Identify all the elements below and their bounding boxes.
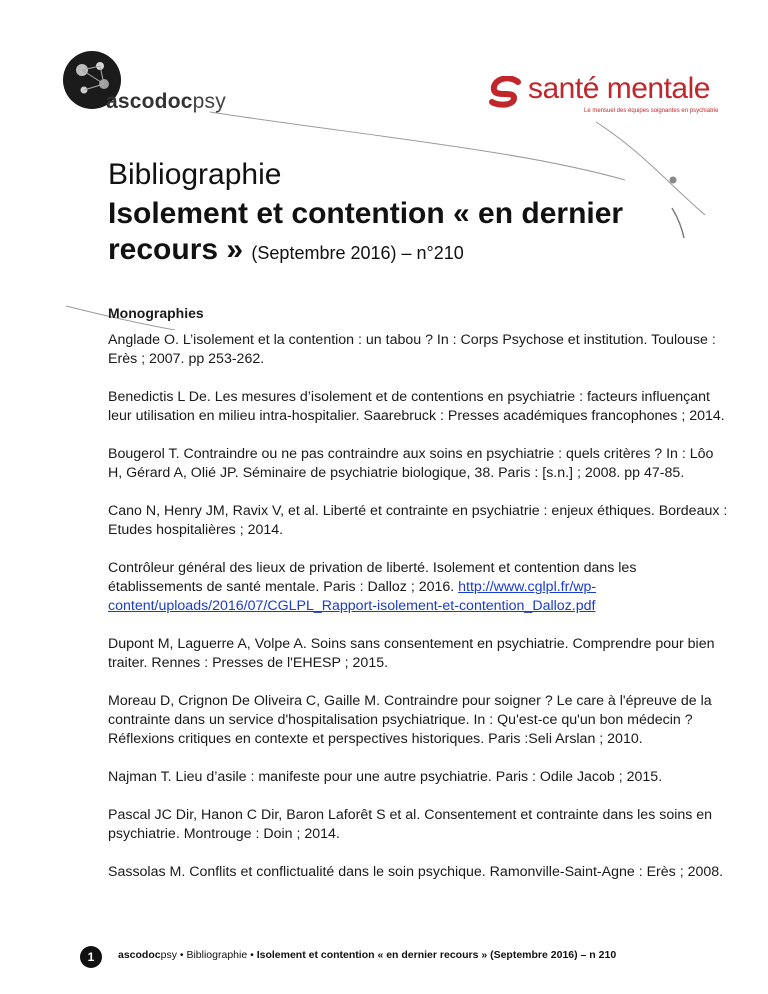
reference-text: Contrôleur général des lieux de privation de liberté. Isolement et contention dans les établissements de santé mentale. Paris : Dalloz ; 2016. [108,560,637,595]
footer-brand-light: psy [160,949,177,961]
footer-text [118,949,616,961]
reference-item [108,768,728,787]
reference-text: Cano N, Henry JM, Ravix V, et al. Liberté et contrainte en psychiatrie : enjeux éthiques. Bordeaux : Etudes hospitalières ; 2014. [108,503,728,538]
reference-text: Anglade O. L’isolement et la contention : un tabou ? In : Corps Psychose et institution. Toulouse : Erès ; 2007. pp 253-262. [108,332,716,367]
reference-text: Bougerol T. Contraindre ou ne pas contraindre aux soins en psychiatrie : quels critères ? In : Lôo H, Gérard A, Olié JP. Séminaire de psychiatrie biologique, 38. Paris : [s.n.] ; 2008. pp 47-85. [108,446,714,481]
reference-text: Sassolas M. Conflits et conflictualité dans le soin psychique. Ramonville-Saint-Agne : Erès ; 2008. [108,864,724,880]
reference-text: Najman T. Lieu d’asile : manifeste pour une autre psychiatrie. Paris : Odile Jacob ; 2015. [108,769,663,785]
reference-item [108,331,728,369]
reference-link[interactable]: http://www.cglpl.fr/wp-content/uploads/2016/07/CGLPL_Rapport-isolement-et-contention_Dalloz.pdf [108,579,597,614]
reference-list [108,331,728,901]
doc-main-title-line1: Isolement et contention « en dernier [108,197,624,230]
footer-doc-type: Bibliographie [186,949,248,961]
santementale-wordmark: santé mentale [528,72,710,105]
reference-text: Benedictis L De. Les mesures d’isolement et de contentions en psychiatrie : facteurs influençant leur utilisation en milieu intra-hospitalier. Saarebruck : Presses académiques francophones ; 2014. [108,389,725,424]
reference-item [108,502,728,540]
reference-text: Pascal JC Dir, Hanon C Dir, Baron Laforêt S et al. Consentement et contrainte dans les soins en psychiatrie. Montrouge : Doin ; 2014. [108,807,713,842]
footer-separator: • [176,949,187,961]
title-date-number: (Septembre 2016) – n°210 [251,243,464,263]
reference-item [108,806,728,844]
doc-main-title-line2 [108,232,464,271]
santementale-tagline: Le mensuel des équipes soignantes en psychiatrie [584,108,719,114]
reference-item [108,559,728,616]
footer-doc-title: Isolement et contention « en dernier recours » (Septembre 2016) – n 210 [256,949,617,961]
santementale-logo-icon [488,76,524,110]
reference-item [108,635,728,673]
title-line3-bold: recours » [108,233,244,266]
reference-item [108,863,728,882]
reference-item [108,692,728,749]
page-number-badge: 1 [80,946,102,968]
reference-item [108,445,728,483]
section-heading: Monographies [108,305,204,321]
doc-type-title: Bibliographie [108,158,282,191]
reference-text: Dupont M, Laguerre A, Volpe A. Soins sans consentement en psychiatrie. Comprendre pour bien traiter. Rennes : Presses de l'EHESP ; 2015. [108,636,715,671]
reference-item [108,388,728,426]
footer-separator: • [247,949,257,961]
footer-brand-bold: ascodoc [118,949,161,961]
reference-text: Moreau D, Crignon De Oliveira C, Gaille M. Contraindre pour soigner ? Le care à l'épreuve de la contrainte dans un service d'hospitalisation psychiatrique. In : Qu'est-ce qu'un bon médecin ? Réflexions critiques en contexte et perspectives historiques. Paris :Seli Arslan ; 2010. [108,693,712,747]
ascodocpsy-wordmark: ascodocpsy [106,90,226,113]
